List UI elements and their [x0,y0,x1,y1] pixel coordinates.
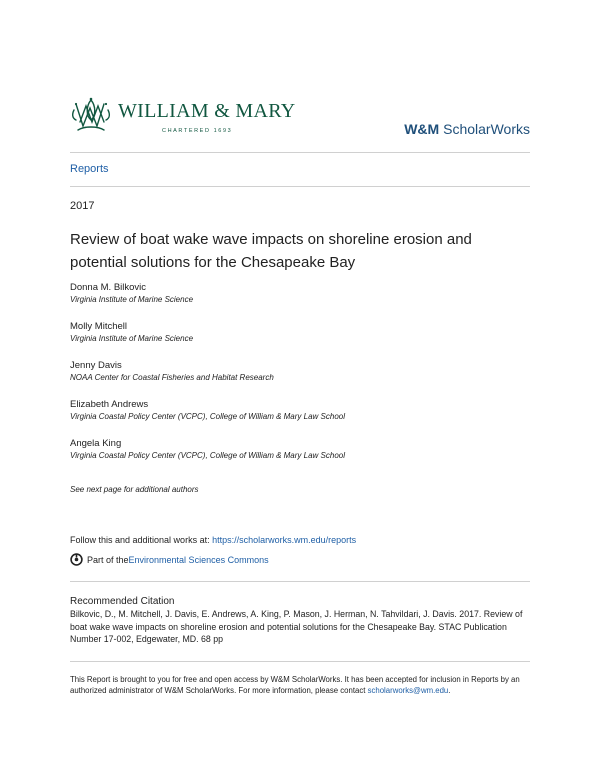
author-name: Molly Mitchell [70,321,128,332]
reports-link[interactable]: Reports [70,163,109,175]
author [70,282,540,305]
brand-wm: W&M [404,121,440,137]
see-next-page-note: See next page for additional authors [70,485,199,494]
footer-text: This Report is brought to you for free and open access by W&M ScholarWorks. It has been accepted for inclusion in Reports by an authorized administrator of W&M ScholarWorks. For more information, please contact [70,675,520,695]
footer-end: . [448,686,451,695]
document-title: Review of boat wake wave impacts on shoreline erosion and potential solutions for the Chesapeake Bay [70,231,472,271]
logo-wordmark: WILLIAM & MARY [118,100,296,122]
author-name: Donna M. Bilkovic [70,282,147,293]
author-affiliation: Virginia Institute of Marine Science [70,334,194,343]
publication-year: 2017 [70,200,95,212]
logo-chartered: CHARTERED 1693 [162,128,233,134]
follow-line [70,535,356,545]
divider [70,581,530,582]
divider [70,152,530,153]
author-name: Angela King [70,438,122,449]
scholarworks-brand[interactable] [404,121,530,137]
divider [70,186,530,187]
cypher-icon [70,96,112,136]
author-affiliation: Virginia Coastal Policy Center (VCPC), College of William & Mary Law School [70,412,345,421]
part-of-line [70,553,269,566]
commons-network-icon [70,553,83,566]
author [70,399,540,422]
author-name: Elizabeth Andrews [70,399,149,410]
brand-scholarworks: ScholarWorks [439,121,530,137]
divider [70,661,530,662]
author-name: Jenny Davis [70,360,122,371]
author [70,321,540,344]
follow-prefix: Follow this and additional works at: [70,535,213,545]
william-mary-logo [70,96,296,136]
part-of-prefix: Part of the [87,554,129,565]
author-affiliation: NOAA Center for Coastal Fisheries and Habitat Research [70,373,274,382]
environmental-sciences-commons-link[interactable]: Environmental Sciences Commons [128,554,269,565]
contact-email-link[interactable]: scholarworks@wm.edu [367,686,449,695]
citation-heading: Recommended Citation [70,596,175,607]
author [70,360,540,383]
footer-notice [70,674,540,696]
author-affiliation: Virginia Coastal Policy Center (VCPC), College of William & Mary Law School [70,451,345,460]
reports-url-link[interactable]: https://scholarworks.wm.edu/reports [212,535,357,545]
author-affiliation: Virginia Institute of Marine Science [70,295,194,304]
author-list [70,282,540,477]
author [70,438,540,461]
citation-text: Bilkovic, D., M. Mitchell, J. Davis, E. Andrews, A. King, P. Mason, J. Herman, N. Tahvildari, J. Davis. 2017. Review of boat wake wave impacts on shoreline erosion and potential solutions for the Chesapeake Bay. STAC Publication Number 17-002, Edgewater, MD. 68 pp [70,609,523,644]
